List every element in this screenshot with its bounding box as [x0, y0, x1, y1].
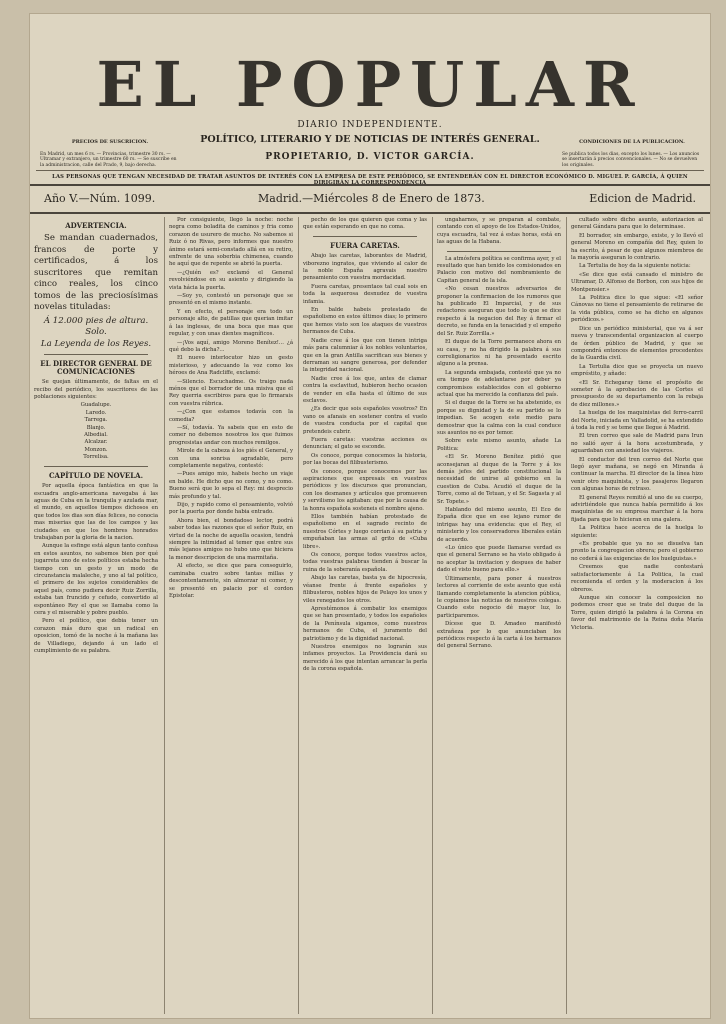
section-title: EL DIRECTOR GENERAL DE COMUNICACIONES: [40, 359, 152, 376]
paragraph: Mirole de la cabeza á los piés el General, y con una sonrisa agradable, pero completamente negativa, contestó:: [169, 448, 293, 469]
novel-paragraph: Por aquella época fantástica en que la escuadra anglo-americana navegaba á las aguas de Cuba en la tranquila y azulada mar, el mundo, en aquellos tiempos dichosos en que todos los dias son días felices, no conocia mas miserias que las de los campos y las ciudades en que los hombres honrados trabajaban por la gloria de la nacion.: [34, 483, 158, 541]
paragraph: «Es probable que ya no se disuelva tan pronto la congregacion obrera; pero el gobierno no cederá á las exigencias de los huelguistas.»: [571, 541, 703, 562]
paragraph: El nuevo interlocutor hizo un gesto misterioso, y adecuando la voz como los héroes de Ana Radcliffe, exclamó:: [169, 355, 293, 377]
paragraph: Aprestémonos á combatir los enemigos que se han presentado, y todos los españoles de la Península sigamos, como nuestros hermanos de Cuba, el juramento del patriotismo y de la dignidad nacional.: [303, 605, 427, 642]
column-1: [34, 217, 158, 1014]
paragraph: Nadie cree á los que, antes de clamar contra la esclavitud, hubieron hecho ocasion de vender en ella hasta el último de sus esclavos.: [303, 375, 427, 404]
masthead-notice: LAS PERSONAS QUE TENGAN NECESIDAD DE TRATAR ASUNTOS DE INTERÉS CON LA EMPRESA DE ESTE PERIÓDICO, SE ENTENDERÁN CON EL DIRECTOR ECONÓMICO D. MIGUEL P. GARCÍA, Á QUIEN DIRIGIRÁN LA CORRESPONDENCIA: [36, 170, 704, 186]
paragraph: La huelga de los maquinistas del ferro-carril del Norte, iniciada en Valladolid, se ha extendido á toda la red y se teme que llegue á Madrid.: [571, 410, 703, 431]
town: Alcalzar.: [84, 439, 108, 446]
paragraph: La atmósfera política se confirma ayer, y el resultado que han tenido los comisionados en Palacio con motivo del nombramiento de Capitan general de la isla.: [437, 255, 561, 284]
issue-number: Año V.—Núm. 1099.: [44, 192, 156, 205]
paragraph: ¿Es decir que sois españoles vosotros? En vano os afanais en sostener contra el vuelo de vuestra conducta por el capital que pretendeis cubrir.: [303, 406, 427, 435]
paragraph: La Tertulia dice que se proyecta un nuevo empréstito, y añade:: [571, 363, 703, 378]
paragraph: Os conoce, porque conocemos la historia, por las bocas del filibusterismo.: [303, 452, 427, 467]
paragraph: Por consiguiente, llegó la noche: noche negra como boladita de caminos y fria como corazon de usurero de mucho. No sabemos si Ruiz ó no Rivas, pero informes que nuestro ánimo estará semi-constado allá en su retiro, enfrente de una soberbia chimenea, cuando he aquí que de repente se abrió la puerta.: [169, 217, 293, 268]
section-text: Se quejan últimamente, de faltas en el recibo del periódico, los suscritores de las poblaciones siguientes:: [34, 379, 158, 401]
paragraph: Dícese que D. Amadeo manifestó extrañeza por lo que anunciaban los periódicos respecto á la carta á los hermanos del general Serrano.: [437, 621, 561, 650]
newspaper-page: [30, 14, 710, 1018]
paragraph: Os conoce, porque conocemos por las aspiraciones que expresais en vuestros periódicos y los discursos que pronuncian, con los desmanes y artículos que promueven y servilismo los agitaban: que por la causa de la honra española sosteneis el nombre ajeno.: [303, 468, 427, 512]
paragraph: Hablando del mismo asunto, El Eco de España dice que en ese lejano rumor de intrigas hay una evidencia: que el Rey, el ministerio y los conservadores liberales están de acuerdo.: [437, 507, 561, 543]
paragraph: Dijo, y rapido como el pensamiento, volvió por la puerta por donde habia entrado.: [169, 502, 293, 516]
paragraph: Y en efecto, el personaje era todo un personaje alto, de patillas que querian imitar á las inglesas, de una boca que mas que regular, y con unas dientes magníficos.: [169, 308, 293, 338]
conditions-text: Se publica todos los dias, excepto los lunes. — Los anuncios se insertarán á precios convencionales. — No se devuelven los originales.: [562, 151, 700, 168]
paragraph: El borrador, sin embargo, existe, y lo llevó el general Moreno en compañía del Rey, quien lo ha escrito, á pesar de que algunos miembros de la mayoría aseguran lo contrario.: [571, 232, 703, 262]
paragraph: Aunque sin conocer la composicion no podemos creer que se trate del duque de la Torre, quien dirigió la palabra á la Corona en favor del matrimonio de la Reina doña María Victoria.: [571, 594, 703, 631]
paragraph: El general Reyes remitió al uno de su cuerpo, advirtiéndole que nunca había permitido á los maquinistas de su empresa marchar á la hora fijada para que lo hicieran en una galera.: [571, 494, 703, 523]
column-2: [164, 217, 293, 1014]
paragraph: Sobre este mismo asunto, añade La Politica:: [437, 438, 561, 452]
dateline: [30, 184, 710, 214]
paragraph: Os conoce, porque todos vuestros actos, todas vuestras palabras tienden á buscar la ruina de la soberanía española.: [303, 552, 427, 573]
article-heading: FUERA CARETAS.: [330, 240, 400, 250]
masthead-title: EL POPULAR: [96, 48, 644, 121]
paragraph: Abajo las caretas, laborantes de Madrid, viborezno ingratos, que viviendo al calor de la noble España agravais nuestro pensamiento con vuestra mordacidad.: [303, 253, 427, 282]
paragraph: Dice un periódico ministerial, que va á ser nueva y transcendental organizacion al cuerpo de órden público de Madrid, y que se compondrá entonces de elementos procedentes de la Guardia civil.: [571, 325, 703, 362]
town: Blanjo.: [86, 424, 106, 431]
masthead-subtitle: DIARIO INDEPENDIENTE.: [297, 120, 443, 130]
paragraph: cultado sobre dicho asunto, autorizacion al general Gándara para que lo determinase.: [571, 217, 703, 231]
paragraph: Al efecto, se dice que para conseguirlo, caminaba cuatro sobre tantas millas y descontentamente, sin almorzar ni comer, y se presentó en palacio por el cordon Epistolar.: [169, 563, 293, 599]
paragraph: Si el duque de la Torre se ha abstenido, es porque su dignidad y la de su partido se lo impedian. Se acogen este medio para demostrar que la calma con la cual conduce sus asuntos no es por temor.: [437, 400, 561, 436]
towns-list: [34, 402, 158, 461]
edition-label: Edicion de Madrid.: [589, 192, 696, 205]
advert-work-3: La Leyenda de los Reyes.: [40, 338, 152, 349]
paragraph: —Silencio. Escuchadme. Os traigo nada ménos que el borrador de una misiva que el Rey querria escribiros para que lo firmarais con vuestra rúbrica.: [169, 378, 293, 407]
issue-date: Madrid.—Miércoles 8 de Enero de 1873.: [258, 192, 485, 205]
separator: [44, 354, 148, 355]
paragraph: Fuera caretas: vuestras acciones os denuncian; el gato se esconde.: [303, 436, 427, 451]
paragraph: Fuera caretas, presentaos tal cual sois en toda la asquerosa desnudez de vuestra infamia.: [303, 283, 427, 305]
column-3: [298, 217, 427, 1014]
column-5: [566, 217, 703, 1014]
paragraph: Abajo las caretas, basta ya de hipocresía, véanse frente á frente españoles y filibusteros, nobles hijos de Pelayo los unos y viles renegados los otros.: [303, 575, 427, 604]
paragraph: Ahora bien, el bondadoso lector, podrá saber todas las razones que el señor Ruiz, en virtud de la noche de aquella ocasion, tendrá siempre la intimidad al temer que entre sus más lejanos amigos no hubo uno que hiciera la menor descripcion de una marmitaña.: [169, 517, 293, 561]
column-4: [432, 217, 561, 1014]
advert-block: [34, 233, 158, 350]
paragraph: En balde habeis protestado de españolismo en estos últimos dias; lo primero que hemos visto son los ataques de vuestros hermanos de Cuba.: [303, 307, 427, 336]
paragraph: «El Sr. Echegaray tiene el propósito de someter á la aprobacion de las Cortes el presupuesto de su departamento con la rebaja de diez millones.»: [571, 379, 703, 408]
paragraph: Últimamente, para poner á nuestros lectores al corriente de este asunto que está llamando completamente la atencion pública, le copiamos las noticias de nuestros colegas. Cuando este negocio dé mayor luz, lo participaremos.: [437, 575, 561, 619]
paragraph: —Soy yo, contestó un personaje que se presentó en el mismo instante.: [169, 293, 293, 307]
separator: [44, 466, 148, 467]
paragraph: Creemos que nadie contestará satisfactoriamente á La Politica, la cual recomienda el orden y la moderacion á los obreros.: [571, 564, 703, 593]
town: Tarrega.: [84, 417, 108, 424]
paragraph: La Politica dice lo que sigue: «El señor Cánovas no tiene el pensamiento de retirarse de la vida pública, como se ha dicho en algunos periódicos.»: [571, 295, 703, 324]
paragraph: La Politica hace acerca de la huelga lo siguiente:: [571, 525, 703, 539]
paragraph: «El Sr. Moreno Benítez pidió que aconsejaran al duque de la Torre y á los demás jefes del partido constitucional la necesidad de unirse al gobierno en la cuestion de Cuba. Acudió el duque de la Torre, como al de Tetuan, y el Sr. Sagasta y al Sr. Topete.»: [437, 454, 561, 505]
novel-paragraph: Aunque la esfinge está algun tanto confusa en estos asuntos, no sabemos bien por qué jugarreta uno de estos políticos estaba hecha tiempo con un gesto y un modo de circunstancia malaleche, y uno al tal político, el primero de los sujetos considerables de aquel país, como pudiera decir Ruiz Zorrilla, estaba tan fruncido y cefudo, convertido al espontáneo Rey el que se llamaba como la cera y el miserable y pobre pueblo.: [34, 543, 158, 616]
columns: [34, 217, 706, 1014]
subscription-heading: PRECIOS DE SUSCRICION.: [71, 139, 149, 145]
town: Albedial.: [84, 432, 108, 439]
masthead-description: POLÍTICO, LITERARIO Y DE NOTICIAS DE INTERÉS GENERAL.: [200, 134, 540, 145]
paragraph: —¡Vos aquí, amigo Moreno Benítez!... ¿á qué debo la dicha?...: [169, 339, 293, 353]
paragraph: ungaharnos, y se preparan al combate, contando con el apoyo de los Estados-Unidos, cuya escuadra, tal vez á estas horas, está en las aguas de la Habana.: [437, 217, 561, 246]
paragraph: El conductor del tren correo del Norte que llegó ayer mañana, se negó en Miranda á continuar la marcha. El director de la línea hizo venir otro maquinista, y los pasajeros llegaron con algunas horas de retraso.: [571, 456, 703, 493]
paragraph: —Pues amigo mio, habeis hecho un viaje en balde. He dicho que no como, y no como. Bueno será que lo sepa el Rey: mi desprecio más profundo y tal.: [169, 471, 293, 500]
paragraph: «No cesan nuestros adversarios de proponer la confirmacion de los rumores que ha publicado El Imparcial, y de sus redactores aseguran que todo lo que se dice respecto á la negacion del Rey á firmar el decreto, se funda en la tenacidad y el empeño del Sr. Ruiz Zorrilla.»: [437, 286, 561, 337]
paragraph: «Lo único que puede llamarse verdad es que el general Serrano se ha visto obligado á no aceptar la invitacion y despues de haber dado el visto bueno para ello.»: [437, 545, 561, 574]
separator: [447, 251, 551, 252]
town: Torrelisa.: [83, 454, 109, 461]
paragraph: «Se dice que está cansado el ministro de Ultramar, D. Alfonso de Borbon, con sus hijos de Montpensier.»: [571, 271, 703, 293]
paragraph: Ellos también habían protestado de españolismo en el sagrado recinto de nuestros Córtes y luego corrian á su patria y empuñaban las armas al grito de «Cuba libre».: [303, 514, 427, 550]
advert-work-2: Solo.: [85, 327, 107, 338]
paragraph: —¿Con que estamos todavía con la comedia?: [169, 409, 293, 423]
separator: [313, 236, 417, 237]
paragraph: Nadie cree á los que con tienen intriga más para calumniar á los nobles voluntarios, que en la gran Antilla sacrifican sus bienes y derraman su sangre generosa, por defender la integridad nacional.: [303, 337, 427, 374]
advert-text: Se mandan cuadernados, francos de porte y certificados, á los suscritores que remitan cinco reales, los cinco tomos de las preciosísimas novelas tituladas:: [34, 233, 158, 313]
novel-title: CAPÍTULO DE NOVELA.: [48, 470, 144, 480]
paragraph: —Sí, todavía. Ya sabeis que en esto de comer no debemos nosotros los que fuimos progresistas andar con muchos remilgos.: [169, 424, 293, 446]
town: Laredo.: [85, 409, 107, 416]
paragraph: El tren correo que sale de Madrid para Irun no salió ayer á la hora acostumbrada, y aguardaban con ansiedad los viajeros.: [571, 433, 703, 455]
town: Guadalupe.: [80, 402, 112, 409]
advert-title: ADVERTENCIA.: [65, 221, 127, 230]
paragraph: La Tertulia de hoy da la siguiente noticia:: [579, 263, 691, 270]
paragraph: La segunda embajada, contestó que ya no era tiempo de adelantarse por deber ya compromisos establecidos con el gobierno actual que ha merecido la confianza del país.: [437, 369, 561, 398]
paragraph: —¿Quién es? exclamó el General revolviéndose en su asiento y dirigiendo la vista hácia la puerta.: [169, 269, 293, 291]
subscription-text: En Madrid, un mes 6 rs. — Provincias, trimestre 30 rs. — Ultramar y extranjero, un trimestre 60 rs. — Se suscribe en la administracion, calle del Prado, 9, bajo derecha.: [40, 151, 177, 168]
advert-work-1: Á 12.000 pies de altura.: [43, 315, 149, 326]
paragraph: pecho de los que quieren que coma y las que están esperando en que no coma.: [303, 217, 427, 231]
town: Monzon.: [84, 446, 108, 453]
paragraph: Nuestros enemigos no lograrán sus infames proyectos. La Providencia dará su merecido á los que intentan arrancar la perla de la corona española.: [303, 643, 427, 673]
conditions-heading: CONDICIONES DE LA PUBLICACION.: [579, 139, 685, 145]
masthead-owner: PROPIETARIO, D. VICTOR GARCÍA.: [265, 152, 475, 162]
novel-paragraph: Pero el político, que debia tener un corazon más duro que un radical en oposicion, tomó de la noche á la mañana las de Villadiego, dejando á un lado el cumplimiento de su palabra.: [34, 618, 158, 655]
paragraph: El duque de la Torre permanece ahora en su casa, y no ha dirigido la palabra á sus correligionarios ni ha presentado escrito alguno a la prensa.: [437, 339, 561, 368]
